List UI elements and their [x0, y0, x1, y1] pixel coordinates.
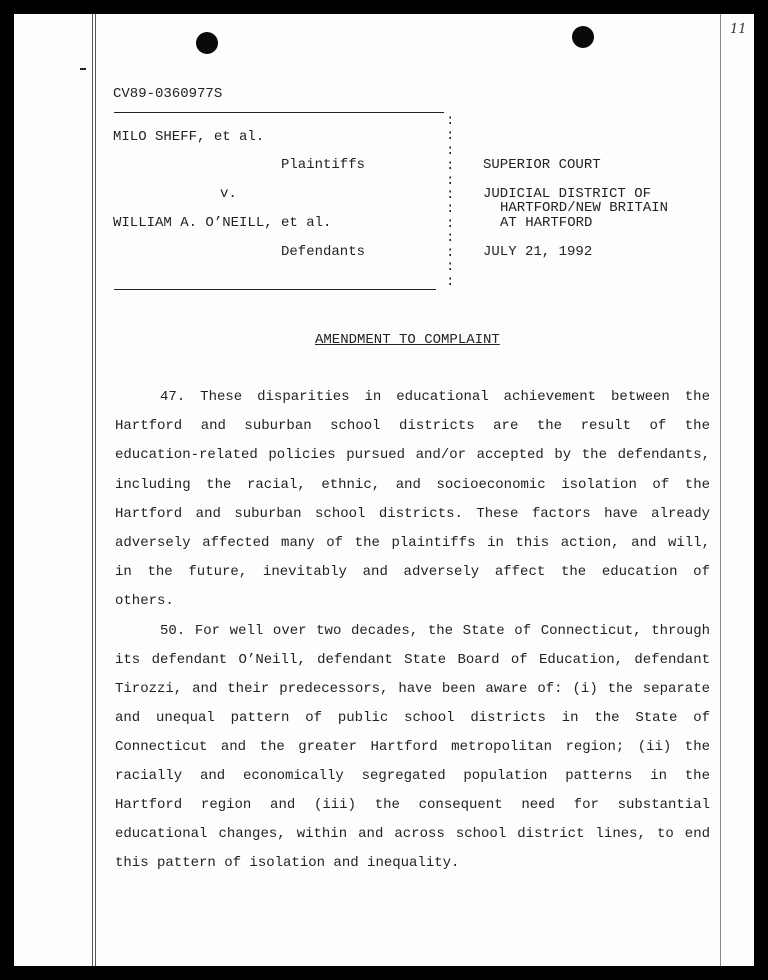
- left-margin-rule-inner: [95, 14, 96, 966]
- district-line-2: HARTFORD/NEW BRITAIN: [500, 200, 669, 216]
- paragraph-line: Hartford region and (iii) the consequent need for substantial: [115, 797, 710, 813]
- caption-bottom-rule: [114, 289, 436, 290]
- document-page: 11 CV89-0360977S MILO SHEFF, et al. Plaintiffs v. WILLIAM A. O’NEILL, et al. Defendants : : : : : : : : : : : : SUPERIOR COURT JUDICIAL DISTRICT OF HARTFORD/NEW BRITAIN AT HARTFORD JULY 21, 1992 AMENDMENT TO COMPLAINT 47. These disparities in educational achievement between the Hartford and suburban school districts are the result of the education-related policies pursued and/or accepted by the defendants, including the racial, ethnic, and socioeconomic isolation of the Hartford and suburban school districts. These factors have already adversely affected many of the plaintiffs in this action, and will, in the future, inevitably and adversely affect the education of others. 50. For well over two decades, the State of Connecticut, through its defendant O’Neill, defendant State Board of Education, defendant Tirozzi, and their predecessors, have been aware of: (i) the separate and unequal pattern of public school districts in the State of Connecticut and the greater Hartford metropolitan region; (ii) the racially and economically segregated population patterns in the Hartford region and (iii) the consequent need for substantial educational changes, within and across school district lines, to end this pattern of isolation and inequality.: [14, 14, 754, 966]
- paragraph-line: 47. These disparities in educational achievement between the: [160, 389, 710, 405]
- plaintiffs-label: Plaintiffs: [281, 157, 366, 173]
- paragraph-line: educational changes, within and across school district lines, to end: [115, 826, 710, 842]
- defendants-label: Defendants: [281, 244, 366, 260]
- defendant-name: WILLIAM A. O’NEILL, et al.: [113, 215, 332, 231]
- paragraph-line: and unequal pattern of public school districts in the State of: [115, 710, 710, 726]
- paragraph-line: others.: [115, 593, 174, 609]
- paragraph-line: Hartford and suburban school districts. These factors have already: [115, 506, 710, 522]
- court-name: SUPERIOR COURT: [483, 157, 601, 173]
- caption-top-rule: [114, 112, 444, 113]
- filing-date: JULY 21, 1992: [483, 244, 593, 260]
- paragraph-line: Tirozzi, and their predecessors, have been aware of: (i) the separate: [115, 681, 710, 697]
- district-line-3: AT HARTFORD: [500, 215, 593, 231]
- paragraph-line: its defendant O’Neill, defendant State Board of Education, defendant: [115, 652, 710, 668]
- binder-hole-left: [196, 32, 218, 54]
- paragraph-line: in the future, inevitably and adversely affect the education of: [115, 564, 710, 580]
- paragraph-line: 50. For well over two decades, the State of Connecticut, through: [160, 623, 710, 639]
- paragraph-line: including the racial, ethnic, and socioeconomic isolation of the: [115, 477, 710, 493]
- paragraph-line: racially and economically segregated population patterns in the: [115, 768, 710, 784]
- plaintiff-name: MILO SHEFF, et al.: [113, 129, 265, 145]
- margin-dash-mark: [80, 68, 86, 70]
- right-margin-rule: [720, 14, 721, 966]
- document-title: AMENDMENT TO COMPLAINT: [315, 332, 500, 348]
- handwritten-mark: 11: [730, 22, 747, 37]
- paragraph-line: Hartford and suburban school districts are the result of the: [115, 418, 710, 434]
- district-line-1: JUDICIAL DISTRICT OF: [483, 186, 652, 202]
- paragraph-line: Connecticut and the greater Hartford metropolitan region; (ii) the: [115, 739, 710, 755]
- versus: v.: [220, 186, 237, 202]
- binder-hole-right: [572, 26, 594, 48]
- paragraph-line: education-related policies pursued and/or accepted by the defendants,: [115, 447, 710, 463]
- left-margin-rule: [92, 14, 93, 966]
- case-number: CV89-0360977S: [113, 86, 223, 102]
- paragraph-line: adversely affected many of the plaintiffs in this action, and will,: [115, 535, 710, 551]
- paragraph-line: this pattern of isolation and inequality.: [115, 855, 460, 871]
